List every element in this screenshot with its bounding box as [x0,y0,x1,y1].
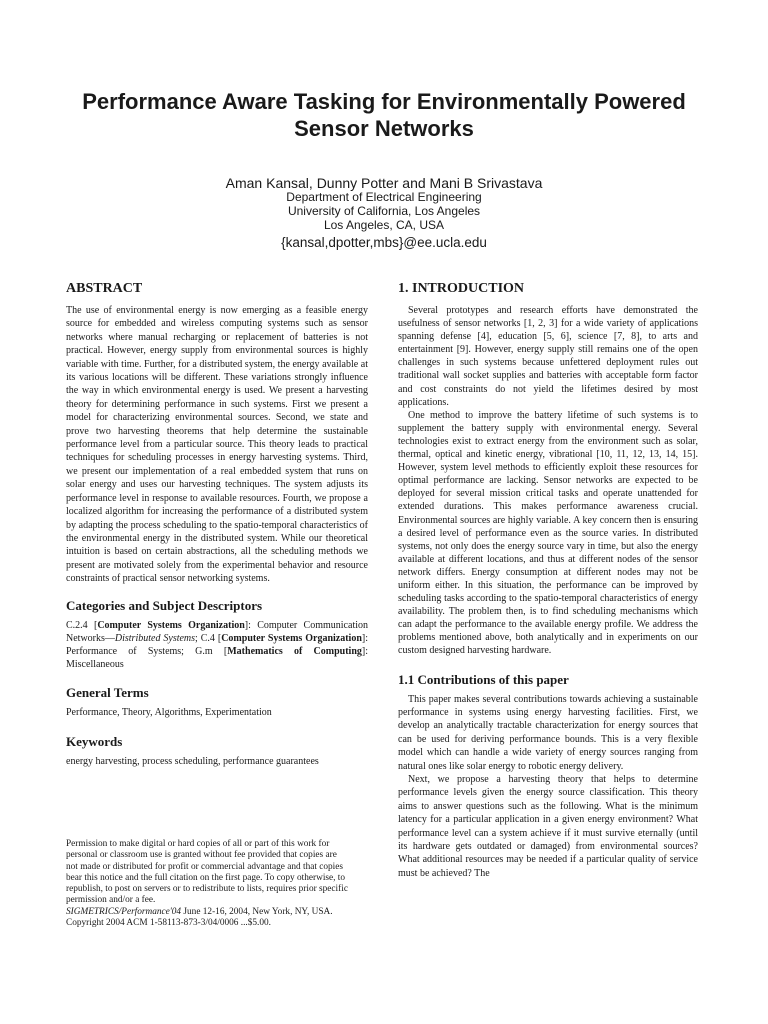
keywords-heading: Keywords [66,733,123,749]
contributions-paragraph: Next, we propose a harvesting theory that helps to determine performance levels given the energy source classification. This theory aims to answer questions such as the following. What is the minimum latency for a particular application in a given energy environment? What performance level can a system achieve if it must survive eternally (until its hardware gets outdated or damaged) from environmental sources? What additional resources may be needed if a particular quality of service must be achieved? The [398,773,698,879]
affiliation [40,190,728,232]
contributions-heading: 1.1 Contributions of this paper [398,671,569,687]
footnote-line: not made or distributed for profit or commercial advantage and that copies [66,861,344,872]
author-email: {kansal,dpotter,mbs}@ee.ucla.edu [281,235,487,250]
abstract-heading: ABSTRACT [66,281,143,296]
university: University of California, Los Angeles [287,204,481,218]
left-column [66,280,368,768]
categories-part: ; C.4 [ [195,632,222,644]
general-terms-heading: General Terms [66,685,149,701]
categories-bold: Mathematics of Computing [227,645,362,657]
introduction-paragraph: Several prototypes and research efforts have demonstrated the usefulness of sensor networks [1, 2, 3] for a wide variety of applications spanning defense [4], education [5, 6], science [7, 8], to arts and entertainment [9]. However, energy supply still remains one of the open challenges in such systems because unfettered deployment rules out traditional wall socket supplies and batteries with acceptable form factor and cost constraints do not yield the lifetimes desired by most applications. [398,305,698,408]
permission-footnote [66,839,370,929]
conference-name: SIGMETRICS/Performance'04 [66,906,182,917]
categories-part: ]: Computer Communication Networks— [66,619,368,644]
categories-part: ]: Miscellaneous [66,645,368,671]
categories-bold: Computer Systems Organization [221,632,362,644]
categories-italic: Distributed Systems [114,632,196,644]
categories-text [66,619,368,672]
introduction-paragraph: One method to improve the battery lifetime of such systems is to supplement the battery supply with environmental energy. Several technologies exist to extract energy from the environment such as solar, thermal, optical and kinetic energy, vibrational [10, 11, 12, 13, 14, 15]. However, system level methods to efficiently exploit these resources for optimal performance are lacking. Sensor networks are expected to be deployed for several mission critical tasks and operate unattended for extended durations. This makes performance awareness crucial. Environmental sources are highly variable. A key concern then is ensuring a desired level of performance even as the source varies. In distributed systems, not only does the energy source vary in time, but also the energy available at different locations, and thus at different nodes of the sensor network differs. Energy consumption at different nodes may not be uniform either. In this situation, the performance can be improved by scheduling tasks according to the spatio-temporal characteristics of energy availability. The problem then, is to find scheduling mechanisms which can adapt the performance to the available energy profile. We address the problems mentioned above, both analytically and in experiments on our custom designed harvesting hardware. [398,409,698,657]
footnote-line: personal or classroom use is granted without fee provided that copies are [66,850,337,861]
categories-heading: Categories and Subject Descriptors [66,597,263,613]
conference-details: June 12-16, 2004, New York, NY, USA. [181,906,333,917]
right-column [398,280,698,880]
copyright-line: Copyright 2004 ACM 1-58113-873-3/04/0006 ...$5.00. [66,918,271,929]
author-list: Aman Kansal, Dunny Potter and Mani B Srivastava [225,175,543,191]
categories-part: ]: Performance of Systems; G.m [ [66,632,368,657]
footnote-line: permission and/or a fee. [66,895,156,906]
general-terms-text: Performance, Theory, Algorithms, Experimentation [66,707,272,719]
categories-part: C.2.4 [ [66,619,98,631]
keywords-text: energy harvesting, process scheduling, performance guarantees [66,755,319,767]
abstract-text: The use of environmental energy is now emerging as a feasible energy source for embedded and wireless computing systems such as sensor networks where manual recharging or replacement of batteries is not practical. However, energy supply from environmental sources is highly variable with time. Further, for a distributed system, the energy available at its various locations will be different. These variations strongly influence the way in which environmental energy is used. We present a harvesting theory for determining performance in such systems. First we present a model for characterizing environmental sources. Second, we state and prove two harvesting theorems that help determine the sustainable performance level from a particular source. This theory leads to practical techniques for scheduling processes in energy harvesting systems. Third, we present our implementation of a real embedded system that runs on solar energy and uses our harvesting techniques. The system adjusts its performance level in response to available resources. Fourth, we propose a localized algorithm for increasing the performance of a distributed system by adapting the process scheduling to the spatio-temporal characteristics of the environmental energy in the distributed system. While our theoretical intuition is based on certain abstractions, all the scheduling methods we present are motivated solely from the experimental behavior and resource constraints of practical sensor networking systems. [66,305,368,585]
contributions-paragraph: This paper makes several contributions towards achieving a sustainable performance in systems using energy harvesting facilities. First, we develop an analytically tractable characterization for energy sources that can be used for deriving performance bounds. This is a very flexible model which can handle a wide variety of energy sources ranging from natural ones like solar energy to robotic energy delivery. [398,693,698,772]
location: Los Angeles, CA, USA [323,218,445,232]
paper-title [40,88,728,142]
footnote-line: bear this notice and the full citation on the first page. To copy otherwise, to [66,872,346,883]
title-line: Sensor Networks [294,116,474,141]
title-line: Performance Aware Tasking for Environmentally Powered [82,89,686,114]
department: Department of Electrical Engineering [286,190,482,204]
categories-bold: Computer Systems Organization [97,619,245,631]
footnote-line: republish, to post on servers or to redistribute to lists, requires prior specific [66,884,348,895]
introduction-heading: 1. INTRODUCTION [398,281,525,296]
footnote-line: Permission to make digital or hard copies of all or part of this work for [66,839,330,849]
conference-line [66,907,370,918]
